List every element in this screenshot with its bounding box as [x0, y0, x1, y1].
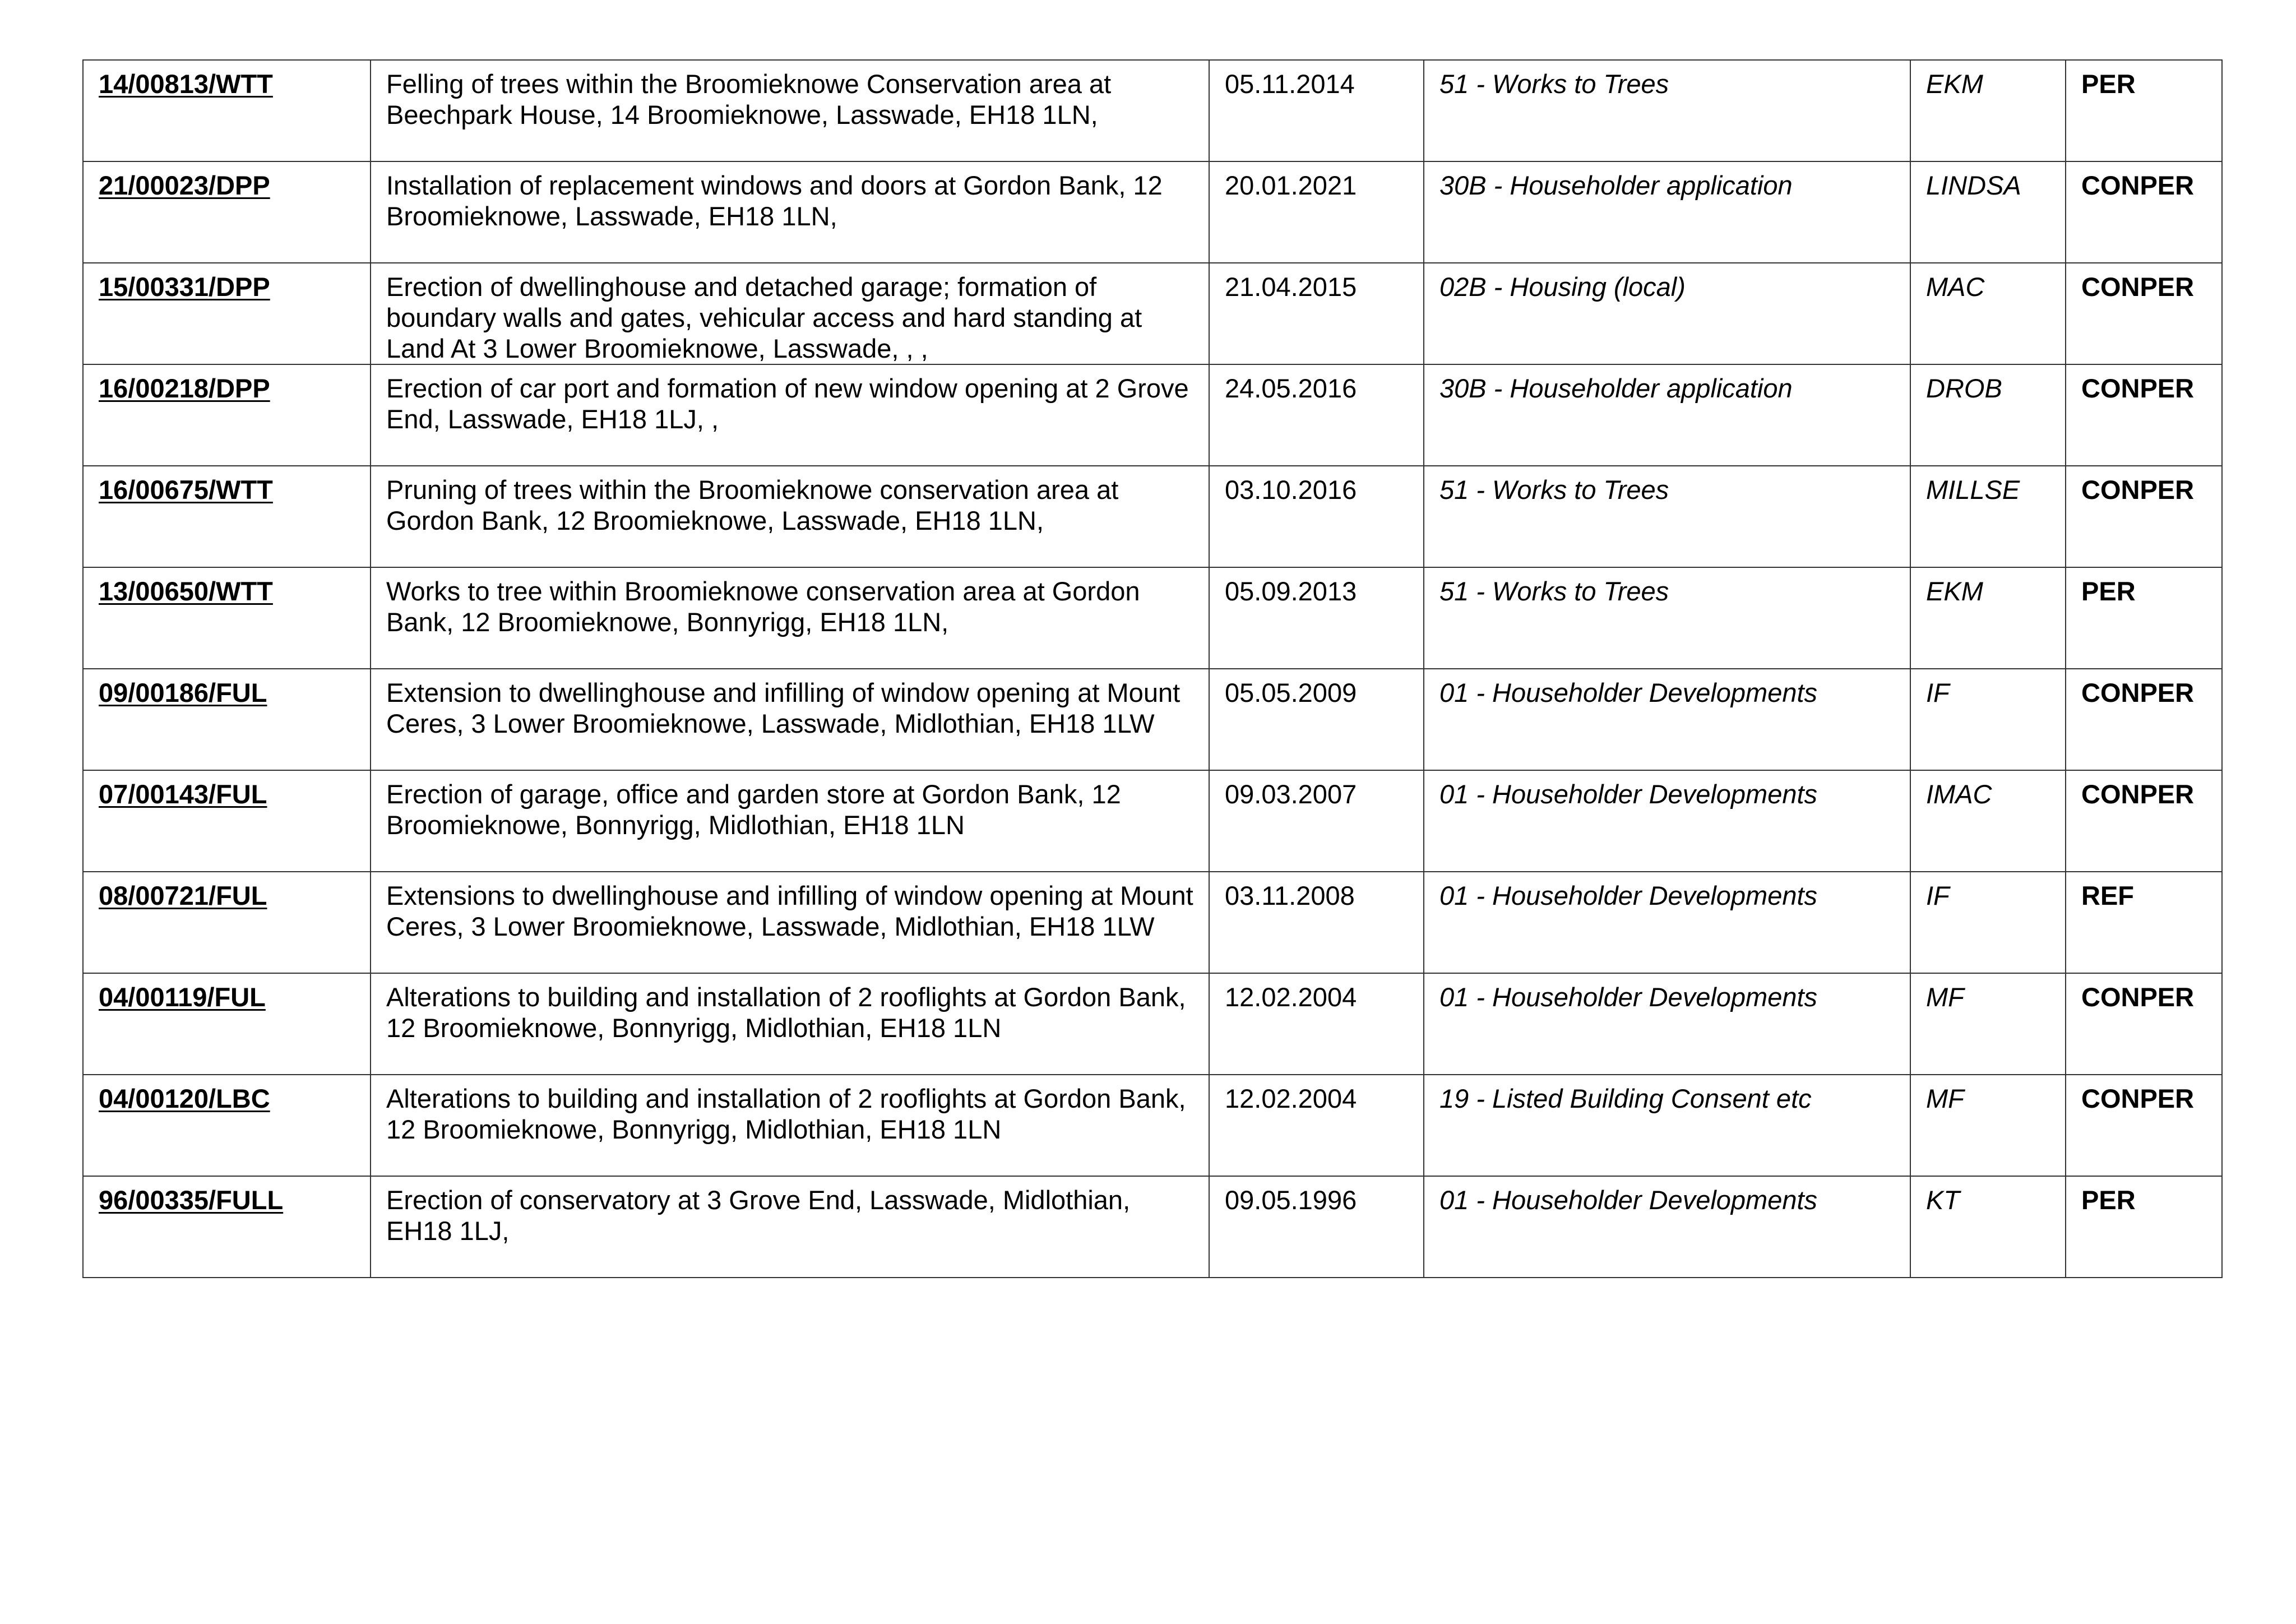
- type-cell: [1424, 60, 1910, 161]
- application-description: Extension to dwellinghouse and infilling of window opening at Mount Ceres, 3 Lower Broomieknowe, Lasswade, Midlothian, EH18 1LW: [386, 678, 1181, 738]
- application-reference-link[interactable]: 04/00120/LBC: [99, 1084, 270, 1113]
- application-type: 01 - Householder Developments: [1439, 678, 1818, 707]
- officer-cell: [1910, 770, 2066, 872]
- type-cell: [1424, 1075, 1910, 1176]
- officer-cell: [1910, 60, 2066, 161]
- type-cell: [1424, 364, 1910, 466]
- officer-cell: [1910, 567, 2066, 669]
- application-type: 01 - Householder Developments: [1439, 982, 1818, 1012]
- application-description: Alterations to building and installation of 2 rooflights at Gordon Bank, 12 Broomieknowe, Bonnyrigg, Midlothian, EH18 1LN: [386, 1084, 1186, 1144]
- application-date: 09.05.1996: [1225, 1185, 1357, 1215]
- decision-cell: [2066, 263, 2222, 364]
- decision-cell: [2066, 1075, 2222, 1176]
- application-description: Extensions to dwellinghouse and infilling of window opening at Mount Ceres, 3 Lower Broomieknowe, Lasswade, Midlothian, EH18 1LW: [386, 881, 1193, 941]
- application-reference-link[interactable]: 16/00218/DPP: [99, 373, 270, 403]
- table-row: [83, 1075, 2222, 1176]
- officer-cell: [1910, 669, 2066, 770]
- description-cell: [371, 669, 1209, 770]
- application-type: 19 - Listed Building Consent etc: [1439, 1084, 1812, 1113]
- application-type: 01 - Householder Developments: [1439, 779, 1818, 809]
- application-date: 03.11.2008: [1225, 881, 1355, 910]
- application-description: Erection of conservatory at 3 Grove End, Lasswade, Midlothian, EH18 1LJ,: [386, 1185, 1131, 1246]
- officer-cell: [1910, 1176, 2066, 1278]
- decision-code: CONPER: [2081, 1084, 2195, 1113]
- decision-code: CONPER: [2081, 373, 2195, 403]
- date-cell: [1209, 770, 1424, 872]
- application-date: 05.05.2009: [1225, 678, 1357, 707]
- application-type: 30B - Householder application: [1439, 373, 1793, 403]
- reference-cell: [83, 973, 371, 1075]
- decision-cell: [2066, 364, 2222, 466]
- table-row: [83, 770, 2222, 872]
- type-cell: [1424, 973, 1910, 1075]
- application-reference-link[interactable]: 09/00186/FUL: [99, 678, 267, 707]
- type-cell: [1424, 161, 1910, 263]
- description-cell: [371, 364, 1209, 466]
- application-reference-link[interactable]: 15/00331/DPP: [99, 272, 270, 302]
- application-description: Erection of garage, office and garden store at Gordon Bank, 12 Broomieknowe, Bonnyrigg, Midlothian, EH18 1LN: [386, 779, 1121, 840]
- reference-cell: [83, 872, 371, 973]
- decision-cell: [2066, 669, 2222, 770]
- application-description: Installation of replacement windows and doors at Gordon Bank, 12 Broomieknowe, Lasswade, EH18 1LN,: [386, 170, 1163, 231]
- application-description: Erection of dwellinghouse and detached garage; formation of boundary walls and gates, vehicular access and hard standing at Land At 3 Lower Broomieknowe, Lasswade, , ,: [386, 272, 1142, 363]
- application-date: 24.05.2016: [1225, 373, 1357, 403]
- date-cell: [1209, 872, 1424, 973]
- application-date: 05.09.2013: [1225, 576, 1357, 606]
- application-date: 12.02.2004: [1225, 982, 1357, 1012]
- application-date: 20.01.2021: [1225, 170, 1357, 200]
- date-cell: [1209, 161, 1424, 263]
- table-row: [83, 364, 2222, 466]
- case-officer: MF: [1926, 982, 1964, 1012]
- table-row: [83, 1176, 2222, 1278]
- type-cell: [1424, 567, 1910, 669]
- decision-code: PER: [2081, 69, 2136, 99]
- case-officer: MAC: [1926, 272, 1985, 302]
- application-type: 01 - Householder Developments: [1439, 1185, 1818, 1215]
- table-row: [83, 60, 2222, 161]
- case-officer: IF: [1926, 678, 1950, 707]
- application-reference-link[interactable]: 08/00721/FUL: [99, 881, 267, 910]
- date-cell: [1209, 364, 1424, 466]
- date-cell: [1209, 1075, 1424, 1176]
- table-row: [83, 161, 2222, 263]
- case-officer: MILLSE: [1926, 475, 2020, 505]
- application-type: 30B - Householder application: [1439, 170, 1793, 200]
- application-date: 12.02.2004: [1225, 1084, 1357, 1113]
- table-row: [83, 669, 2222, 770]
- application-reference-link[interactable]: 96/00335/FULL: [99, 1185, 284, 1215]
- type-cell: [1424, 1176, 1910, 1278]
- application-type: 51 - Works to Trees: [1439, 576, 1669, 606]
- application-date: 03.10.2016: [1225, 475, 1357, 505]
- decision-code: CONPER: [2081, 678, 2195, 707]
- description-cell: [371, 770, 1209, 872]
- case-officer: EKM: [1926, 576, 1983, 606]
- date-cell: [1209, 567, 1424, 669]
- officer-cell: [1910, 161, 2066, 263]
- decision-cell: [2066, 567, 2222, 669]
- application-type: 02B - Housing (local): [1439, 272, 1686, 302]
- reference-cell: [83, 669, 371, 770]
- officer-cell: [1910, 973, 2066, 1075]
- decision-code: PER: [2081, 576, 2136, 606]
- reference-cell: [83, 263, 371, 364]
- case-officer: KT: [1926, 1185, 1960, 1215]
- description-cell: [371, 1075, 1209, 1176]
- table-row: [83, 466, 2222, 567]
- case-officer: MF: [1926, 1084, 1964, 1113]
- application-reference-link[interactable]: 13/00650/WTT: [99, 576, 273, 606]
- planning-applications-table: [82, 59, 2223, 1278]
- type-cell: [1424, 872, 1910, 973]
- table-row: [83, 973, 2222, 1075]
- reference-cell: [83, 1176, 371, 1278]
- application-description: Pruning of trees within the Broomieknowe conservation area at Gordon Bank, 12 Broomieknowe, Lasswade, EH18 1LN,: [386, 475, 1119, 535]
- case-officer: IMAC: [1926, 779, 1992, 809]
- table-row: [83, 872, 2222, 973]
- type-cell: [1424, 669, 1910, 770]
- reference-cell: [83, 466, 371, 567]
- reference-cell: [83, 161, 371, 263]
- case-officer: LINDSA: [1926, 170, 2021, 200]
- application-reference-link[interactable]: 07/00143/FUL: [99, 779, 267, 809]
- date-cell: [1209, 669, 1424, 770]
- type-cell: [1424, 263, 1910, 364]
- application-date: 09.03.2007: [1225, 779, 1357, 809]
- officer-cell: [1910, 1075, 2066, 1176]
- case-officer: DROB: [1926, 373, 2002, 403]
- description-cell: [371, 567, 1209, 669]
- application-description: Felling of trees within the Broomieknowe Conservation area at Beechpark House, 14 Broomieknowe, Lasswade, EH18 1LN,: [386, 69, 1112, 129]
- table-row: [83, 263, 2222, 364]
- application-type: 51 - Works to Trees: [1439, 475, 1669, 505]
- application-type: 51 - Works to Trees: [1439, 69, 1669, 99]
- description-cell: [371, 973, 1209, 1075]
- application-reference-link[interactable]: 04/00119/FUL: [99, 982, 266, 1012]
- case-officer: EKM: [1926, 69, 1983, 99]
- application-reference-link[interactable]: 16/00675/WTT: [99, 475, 273, 505]
- decision-code: CONPER: [2081, 779, 2195, 809]
- application-description: Works to tree within Broomieknowe conservation area at Gordon Bank, 12 Broomieknowe, Bonnyrigg, EH18 1LN,: [386, 576, 1140, 637]
- date-cell: [1209, 1176, 1424, 1278]
- reference-cell: [83, 567, 371, 669]
- decision-code: REF: [2081, 881, 2134, 910]
- description-cell: [371, 161, 1209, 263]
- reference-cell: [83, 364, 371, 466]
- description-cell: [371, 466, 1209, 567]
- application-type: 01 - Householder Developments: [1439, 881, 1818, 910]
- date-cell: [1209, 60, 1424, 161]
- date-cell: [1209, 973, 1424, 1075]
- application-description: Erection of car port and formation of new window opening at 2 Grove End, Lasswade, EH18 1LJ, ,: [386, 373, 1189, 434]
- application-reference-link[interactable]: 14/00813/WTT: [99, 69, 273, 99]
- decision-code: CONPER: [2081, 982, 2195, 1012]
- officer-cell: [1910, 263, 2066, 364]
- decision-cell: [2066, 1176, 2222, 1278]
- officer-cell: [1910, 364, 2066, 466]
- decision-code: CONPER: [2081, 475, 2195, 505]
- decision-cell: [2066, 872, 2222, 973]
- reference-cell: [83, 60, 371, 161]
- application-description: Alterations to building and installation of 2 rooflights at Gordon Bank, 12 Broomieknowe, Bonnyrigg, Midlothian, EH18 1LN: [386, 982, 1186, 1043]
- decision-code: CONPER: [2081, 170, 2195, 200]
- table-row: [83, 567, 2222, 669]
- application-reference-link[interactable]: 21/00023/DPP: [99, 170, 270, 200]
- reference-cell: [83, 1075, 371, 1176]
- application-date: 21.04.2015: [1225, 272, 1357, 302]
- officer-cell: [1910, 466, 2066, 567]
- officer-cell: [1910, 872, 2066, 973]
- case-officer: IF: [1926, 881, 1950, 910]
- decision-cell: [2066, 973, 2222, 1075]
- description-cell: [371, 263, 1209, 364]
- decision-code: PER: [2081, 1185, 2136, 1215]
- description-cell: [371, 1176, 1209, 1278]
- decision-cell: [2066, 466, 2222, 567]
- description-cell: [371, 60, 1209, 161]
- description-cell: [371, 872, 1209, 973]
- decision-cell: [2066, 770, 2222, 872]
- date-cell: [1209, 263, 1424, 364]
- decision-code: CONPER: [2081, 272, 2195, 302]
- reference-cell: [83, 770, 371, 872]
- date-cell: [1209, 466, 1424, 567]
- decision-cell: [2066, 161, 2222, 263]
- type-cell: [1424, 770, 1910, 872]
- application-date: 05.11.2014: [1225, 69, 1355, 99]
- decision-cell: [2066, 60, 2222, 161]
- type-cell: [1424, 466, 1910, 567]
